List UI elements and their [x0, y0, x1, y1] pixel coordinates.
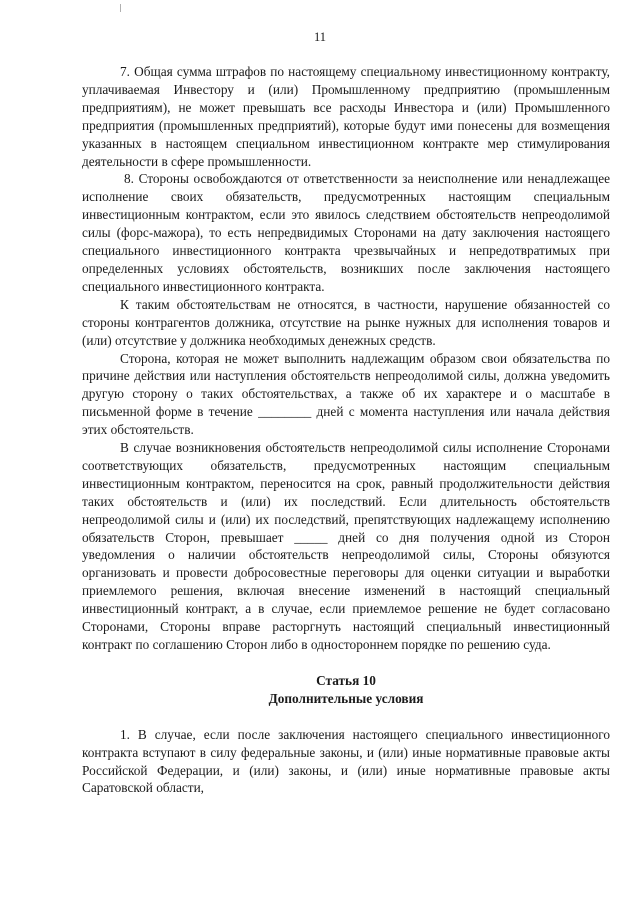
document-body [82, 63, 610, 797]
article-10-paragraph-1: 1. В случае, если после заключения настоящего специального инвестиционного контракта вступают в силу федеральные законы, и (или) иные нормативные правовые акты Российской Федерации, и (или) законы, и (или) иные нормативные правовые акты Саратовской области, [82, 726, 610, 796]
paragraph-8: 8. Стороны освобождаются от ответственности за неисполнение или ненадлежащее исполнение своих обязательств, предусмотренных настоящим специальным инвестиционным контрактом, если это явилось следствием обстоятельств непреодолимой силы (форс-мажора), то есть непредвидимых Сторонами на дату заключения настоящего специального инвестиционного контракта чрезвычайных и непредотвратимых при определенных условиях обстоятельств, возникших после заключения настоящего специального инвестиционного контракта. [82, 171, 610, 294]
article-title: Статья 10 [316, 672, 376, 688]
article-subtitle: Дополнительные условия [268, 690, 424, 706]
scan-artifact [120, 4, 121, 12]
paragraph-notification: Сторона, которая не может выполнить надлежащим образом свои обязательства по причине действия или наступления обстоятельств непреодолимой силы, должна уведомить другую сторону о таких обстоятельствах, а также об их характере и о масштабе в письменной форме в течение ________ дней с момента наступления или начала действия этих обстоятельств. [82, 350, 610, 438]
paragraph-obligation-postponement: В случае возникновения обстоятельств непреодолимой силы исполнение Сторонами соответствующих обязательств, предусмотренных настоящим специальным инвестиционным контрактом, переносится на срок, равный продолжительности действия таких обстоятельств и (или) их последствий. Если длительность обстоятельств непреодолимой силы и (или) их последствий, препятствующих надлежащему исполнению обязательств Сторон, превышает _____ дней со дня получения одной из Сторон уведомления о наличии обстоятельств непреодолимой силы, Стороны обязуются организовать и провести добросовестные переговоры для оценки ситуации и выработки приемлемого решения, включая внесение изменений в настоящий специальный инвестиционный контракт, а в случае, если приемлемое решение не будет согласовано Сторонами, Стороны вправе расторгнуть настоящий специальный инвестиционный контракт по соглашению Сторон либо в одностороннем порядке по решению суда. [82, 440, 610, 652]
paragraph-7: 7. Общая сумма штрафов по настоящему специальному инвестиционному контракту, уплачиваемая Инвестору и (или) Промышленному предприятию (промышленным предприятиям), не может превышать все расходы Инвестора и (или) Промышленного предприятия (промышленных предприятий), которые будут ими понесены для возмещения указанных в настоящем специальном инвестиционном контракте мер стимулирования деятельности в сфере промышленности. [82, 64, 610, 169]
page-number: 11 [313, 30, 327, 44]
paragraph-force-majeure-exclusions: К таким обстоятельствам не относятся, в частности, нарушение обязанностей со стороны контрагентов должника, отсутствие на рынке нужных для исполнения товаров и (или) отсутствие у должника необходимых денежных средств. [82, 296, 610, 348]
